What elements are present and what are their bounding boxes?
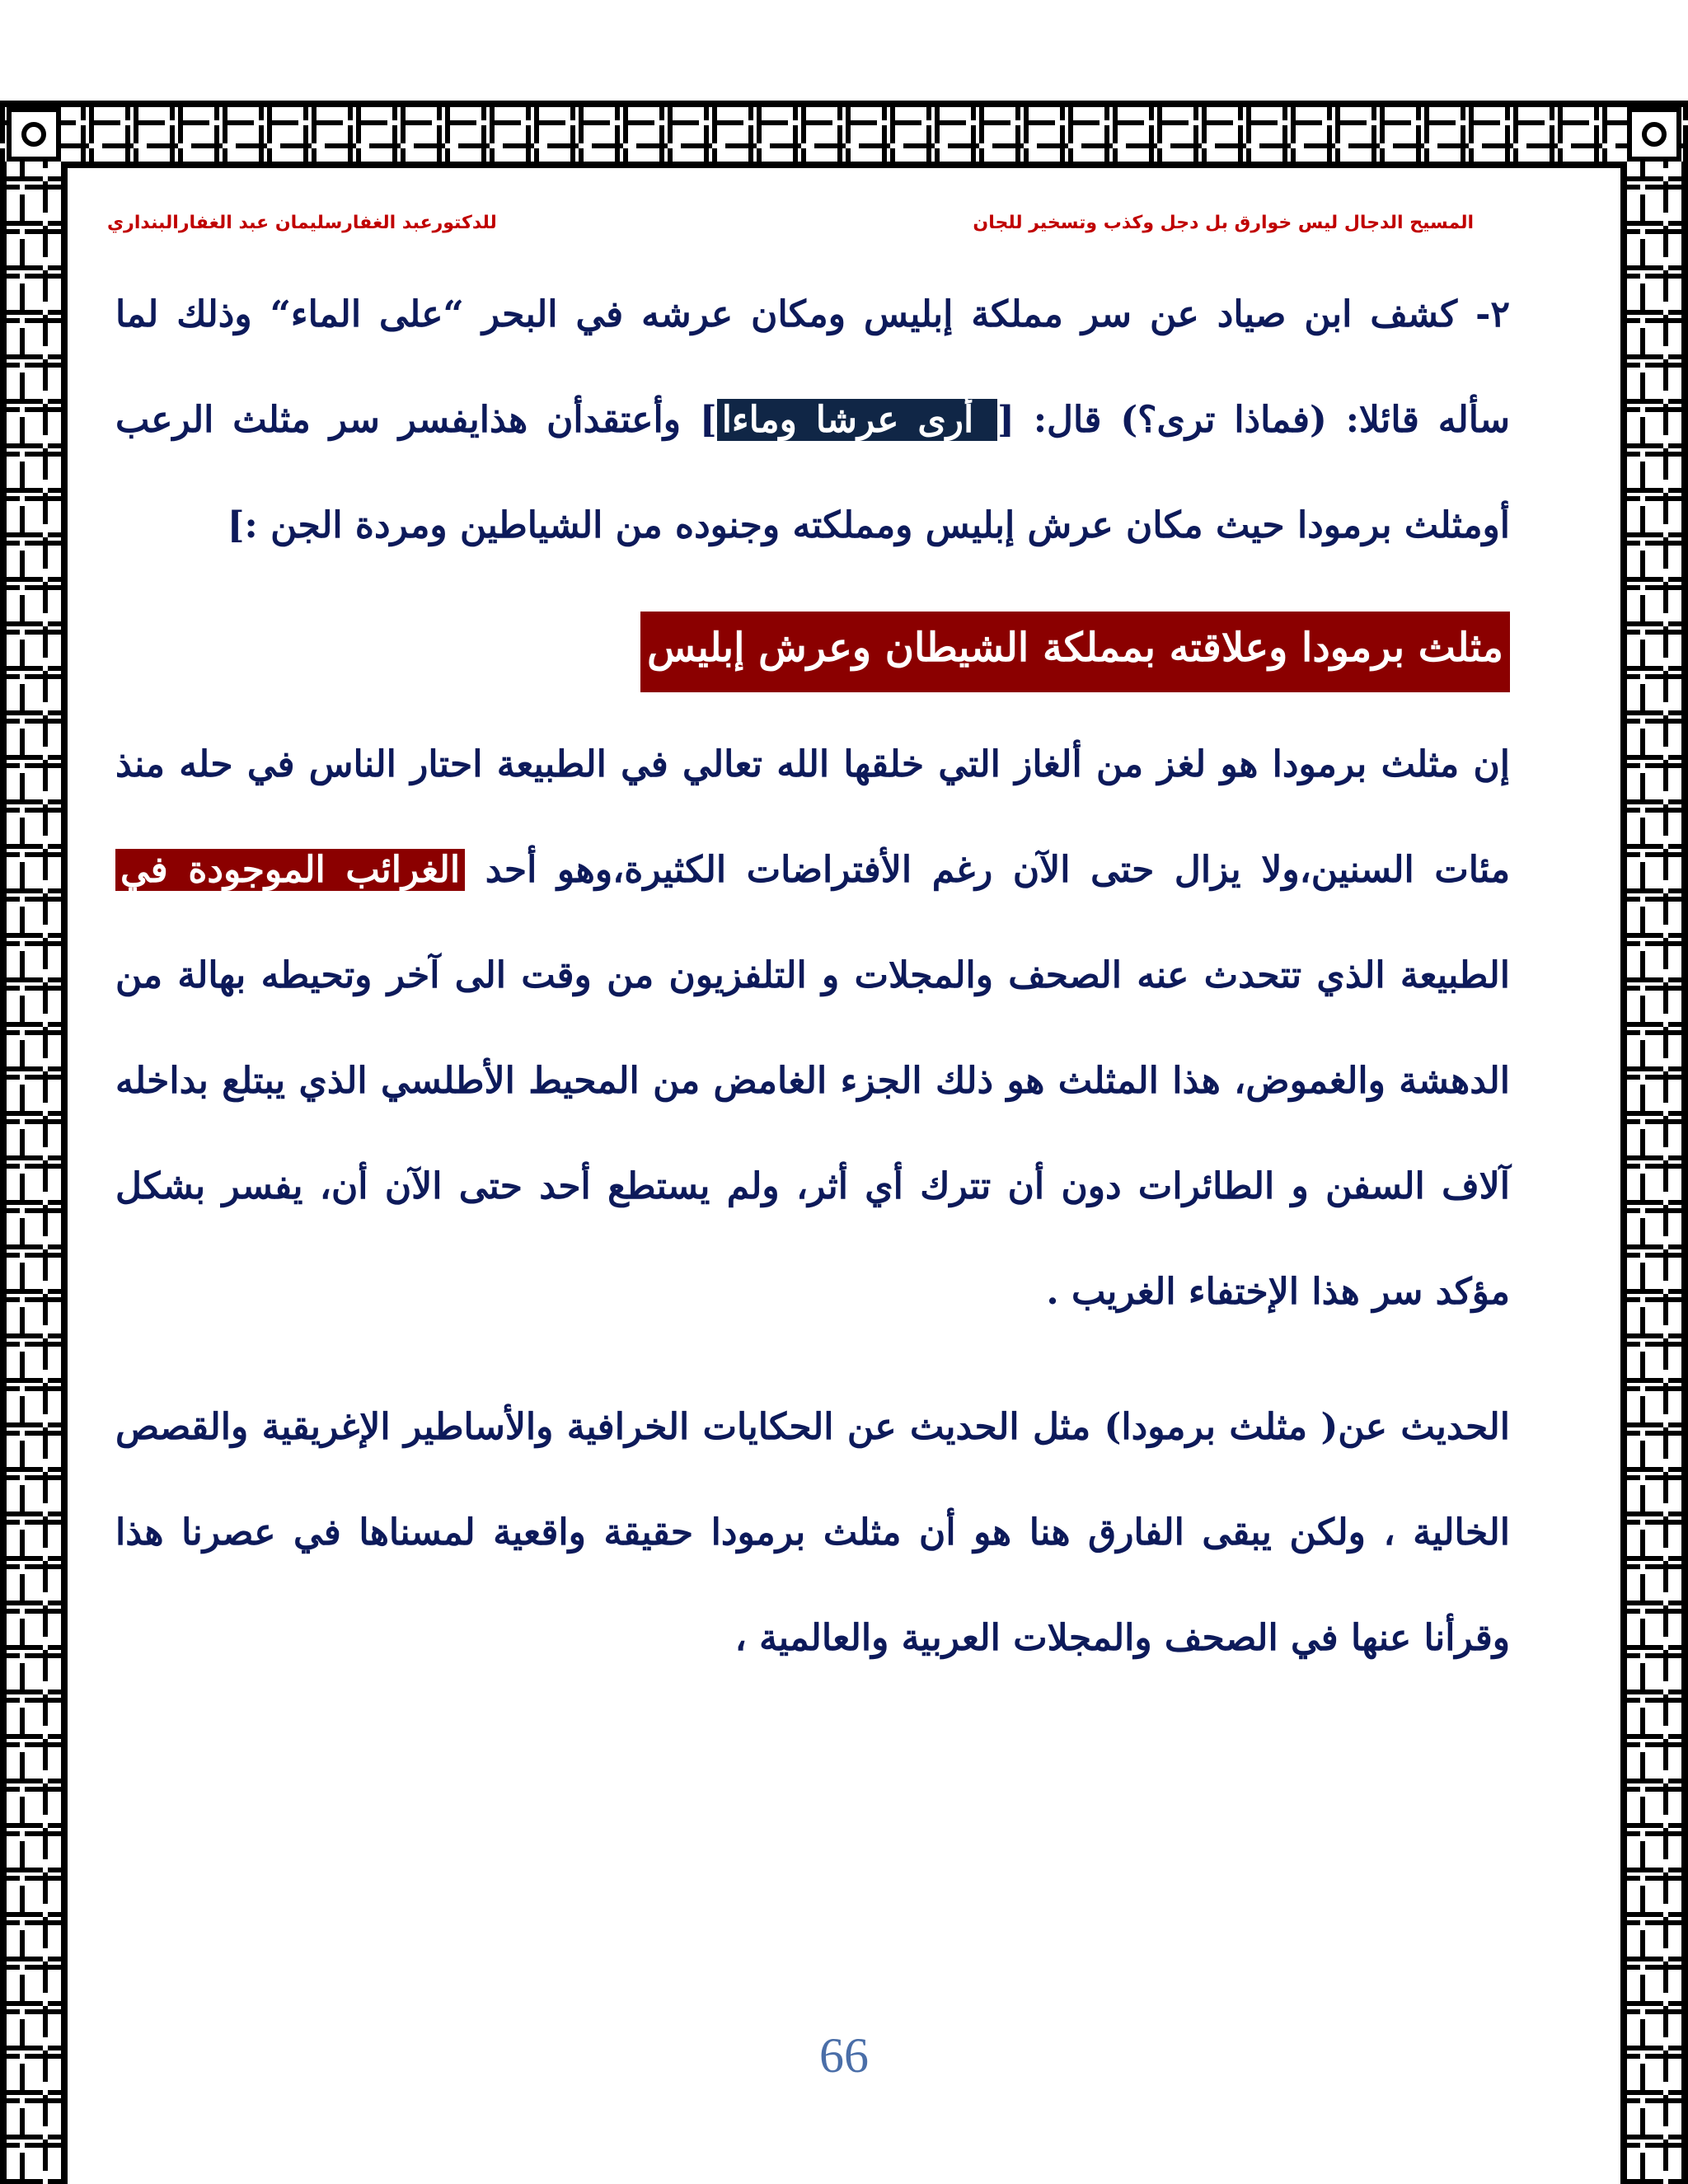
paragraph-text: الطبيعة الذي تتحدث عنه الصحف والمجلات و التلفزيون من وقت الى آخر وتحيطه بهالة من الدهشة والغموض، هذا المثلث هو ذلك الجزء الغامض من المحيط الأطلسي الذي يبتلع بداخله آلاف السفن و الطائرات دون أن تترك أي أثر، ولم يستطع أحد حتى الآن أن، يفسر بشكل مؤكد سر هذا الإختفاء الغريب . (115, 954, 1510, 1313)
paragraph-text: ٢- كشف ابن صياد عن سر مملكة إبليس ومكان عرشه في البحر “على الماء“ وذلك لما سأله قائلا: (فماذا ترى؟) قال: [ (115, 293, 1510, 441)
highlighted-quote: أرى عرشا وماءا (717, 399, 997, 441)
header-author: للدكتورعبد الغفارسليمان عبد الغفارالبنداري (107, 212, 497, 233)
section-heading: مثلث برمودا وعلاقته بمملكة الشيطان وعرش إبليس (640, 612, 1510, 692)
highlighted-phrase: الغرائب الموجودة في (115, 849, 465, 891)
paragraph-text: إن مثلث برمودا هو لغز من ألغاز التي خلقها الله تعالي في الطبيعة احتار الناس في حله منذ مئات السنين،ولا يزال حتى الآن رغم الأفتراضات الكثيرة،وهو أحد (115, 743, 1511, 891)
page-number: 66 (819, 2028, 869, 2083)
decorative-border-top (0, 101, 1688, 168)
page-header (107, 206, 1474, 239)
paragraph-bermuda-legends: الحديث عن( مثلث برمودا) مثل الحديث عن الحكايات الخرافية والأساطير الإغريقية والقصص الخالية ، ولكن يبقى الفارق هنا هو أن مثلث برمودا حقيقة واقعية لمسناها في عصرنا هذا وقرأنا عنها في الصحف والمجلات العربية والعالمية ، (115, 1406, 1510, 1659)
decorative-border-right (1620, 162, 1688, 2184)
paragraph-bermuda-intro (115, 712, 1510, 1345)
paragraph-ibn-sayyad (115, 262, 1510, 579)
decorative-border-left (0, 162, 68, 2184)
section-heading-wrapper (115, 612, 1510, 692)
header-book-title: المسيح الدجال ليس خوارق بل دجل وكذب وتسخير للجان (973, 212, 1474, 233)
border-corner-left-icon (7, 107, 61, 162)
paragraph-text: ] وأعتقدأن هذايفسر سر مثلث الرعب أومثلث برمودا حيث مكان عرش إبليس ومملكته وجنوده من الشياطين ومردة الجن :] (115, 399, 1510, 546)
border-corner-right-icon (1627, 107, 1681, 162)
page-content (115, 262, 1510, 1691)
